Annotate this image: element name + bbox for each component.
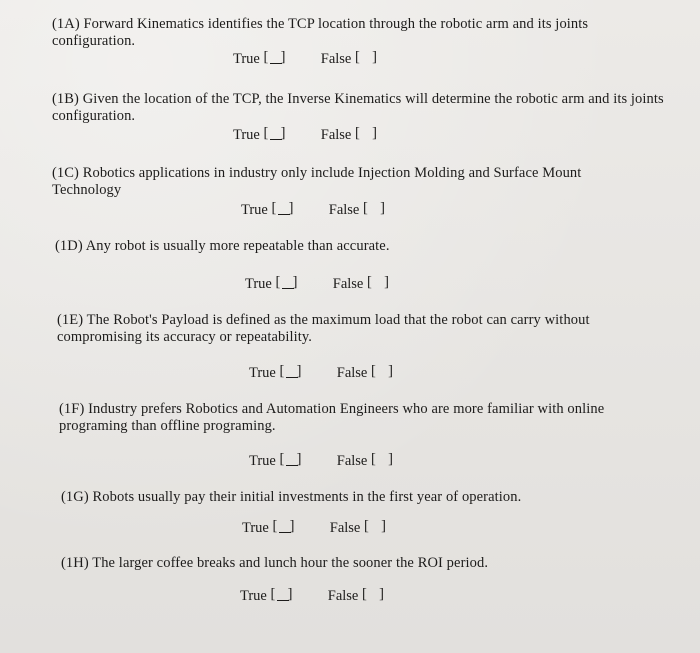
question-1d-answer-row: [245, 276, 389, 293]
question-1a-text: (1A) Forward Kinematics identifies the TCP location through the robotic arm and its joints configuration.: [52, 16, 589, 49]
true-checkbox[interactable]: [280, 365, 302, 379]
false-checkbox[interactable]: [371, 453, 393, 467]
question-1b-text: (1B) Given the location of the TCP, the Inverse Kinematics will determine the robotic arm and its joints configuration.: [52, 91, 664, 124]
false-checkbox[interactable]: [355, 127, 377, 141]
true-checkbox[interactable]: [264, 51, 286, 65]
true-checkbox[interactable]: [271, 588, 293, 602]
false-label: False: [332, 276, 364, 292]
true-label: True: [240, 588, 267, 604]
true-label: True: [241, 202, 268, 218]
question-1c-text: (1C) Robotics applications in industry only include Injection Molding and Surface Mount Technology: [52, 165, 582, 198]
true-label: True: [242, 520, 269, 536]
false-checkbox[interactable]: [363, 202, 385, 216]
true-label: True: [249, 365, 276, 381]
false-label: False: [328, 202, 360, 218]
false-label: False: [336, 453, 368, 469]
true-checkbox[interactable]: [273, 520, 295, 534]
true-label: True: [249, 453, 276, 469]
true-checkbox[interactable]: [276, 276, 298, 290]
question-1d-text: (1D) Any robot is usually more repeatable than accurate.: [55, 238, 390, 254]
true-checkbox[interactable]: [272, 202, 294, 216]
true-label: True: [245, 276, 272, 292]
question-1c-answer-row: [241, 202, 385, 219]
false-checkbox[interactable]: [362, 588, 384, 602]
question-1g-text: (1G) Robots usually pay their initial investments in the first year of operation.: [61, 489, 522, 505]
question-1e-text: (1E) The Robot's Payload is defined as the maximum load that the robot can carry without compromising its accuracy or repeatability.: [57, 312, 590, 345]
question-1h-text: (1H) The larger coffee breaks and lunch hour the sooner the ROI period.: [61, 555, 489, 571]
false-checkbox[interactable]: [371, 365, 393, 379]
question-1g-answer-row: [242, 520, 386, 537]
true-label: True: [233, 51, 260, 67]
true-label: True: [233, 127, 260, 143]
true-checkbox[interactable]: [264, 127, 286, 141]
false-checkbox[interactable]: [364, 520, 386, 534]
false-label: False: [336, 365, 368, 381]
false-checkbox[interactable]: [355, 51, 377, 65]
question-1f-answer-row: [249, 453, 393, 470]
false-checkbox[interactable]: [367, 276, 389, 290]
question-1f-text: (1F) Industry prefers Robotics and Automation Engineers who are more familiar with online programing than offline programing.: [59, 401, 605, 434]
false-label: False: [320, 127, 352, 143]
false-label: False: [327, 588, 359, 604]
question-1a-answer-row: [233, 51, 377, 68]
question-1b-answer-row: [233, 127, 377, 144]
question-1h-answer-row: [240, 588, 384, 605]
false-label: False: [320, 51, 352, 67]
question-1e-answer-row: [249, 365, 393, 382]
false-label: False: [329, 520, 361, 536]
true-checkbox[interactable]: [280, 453, 302, 467]
